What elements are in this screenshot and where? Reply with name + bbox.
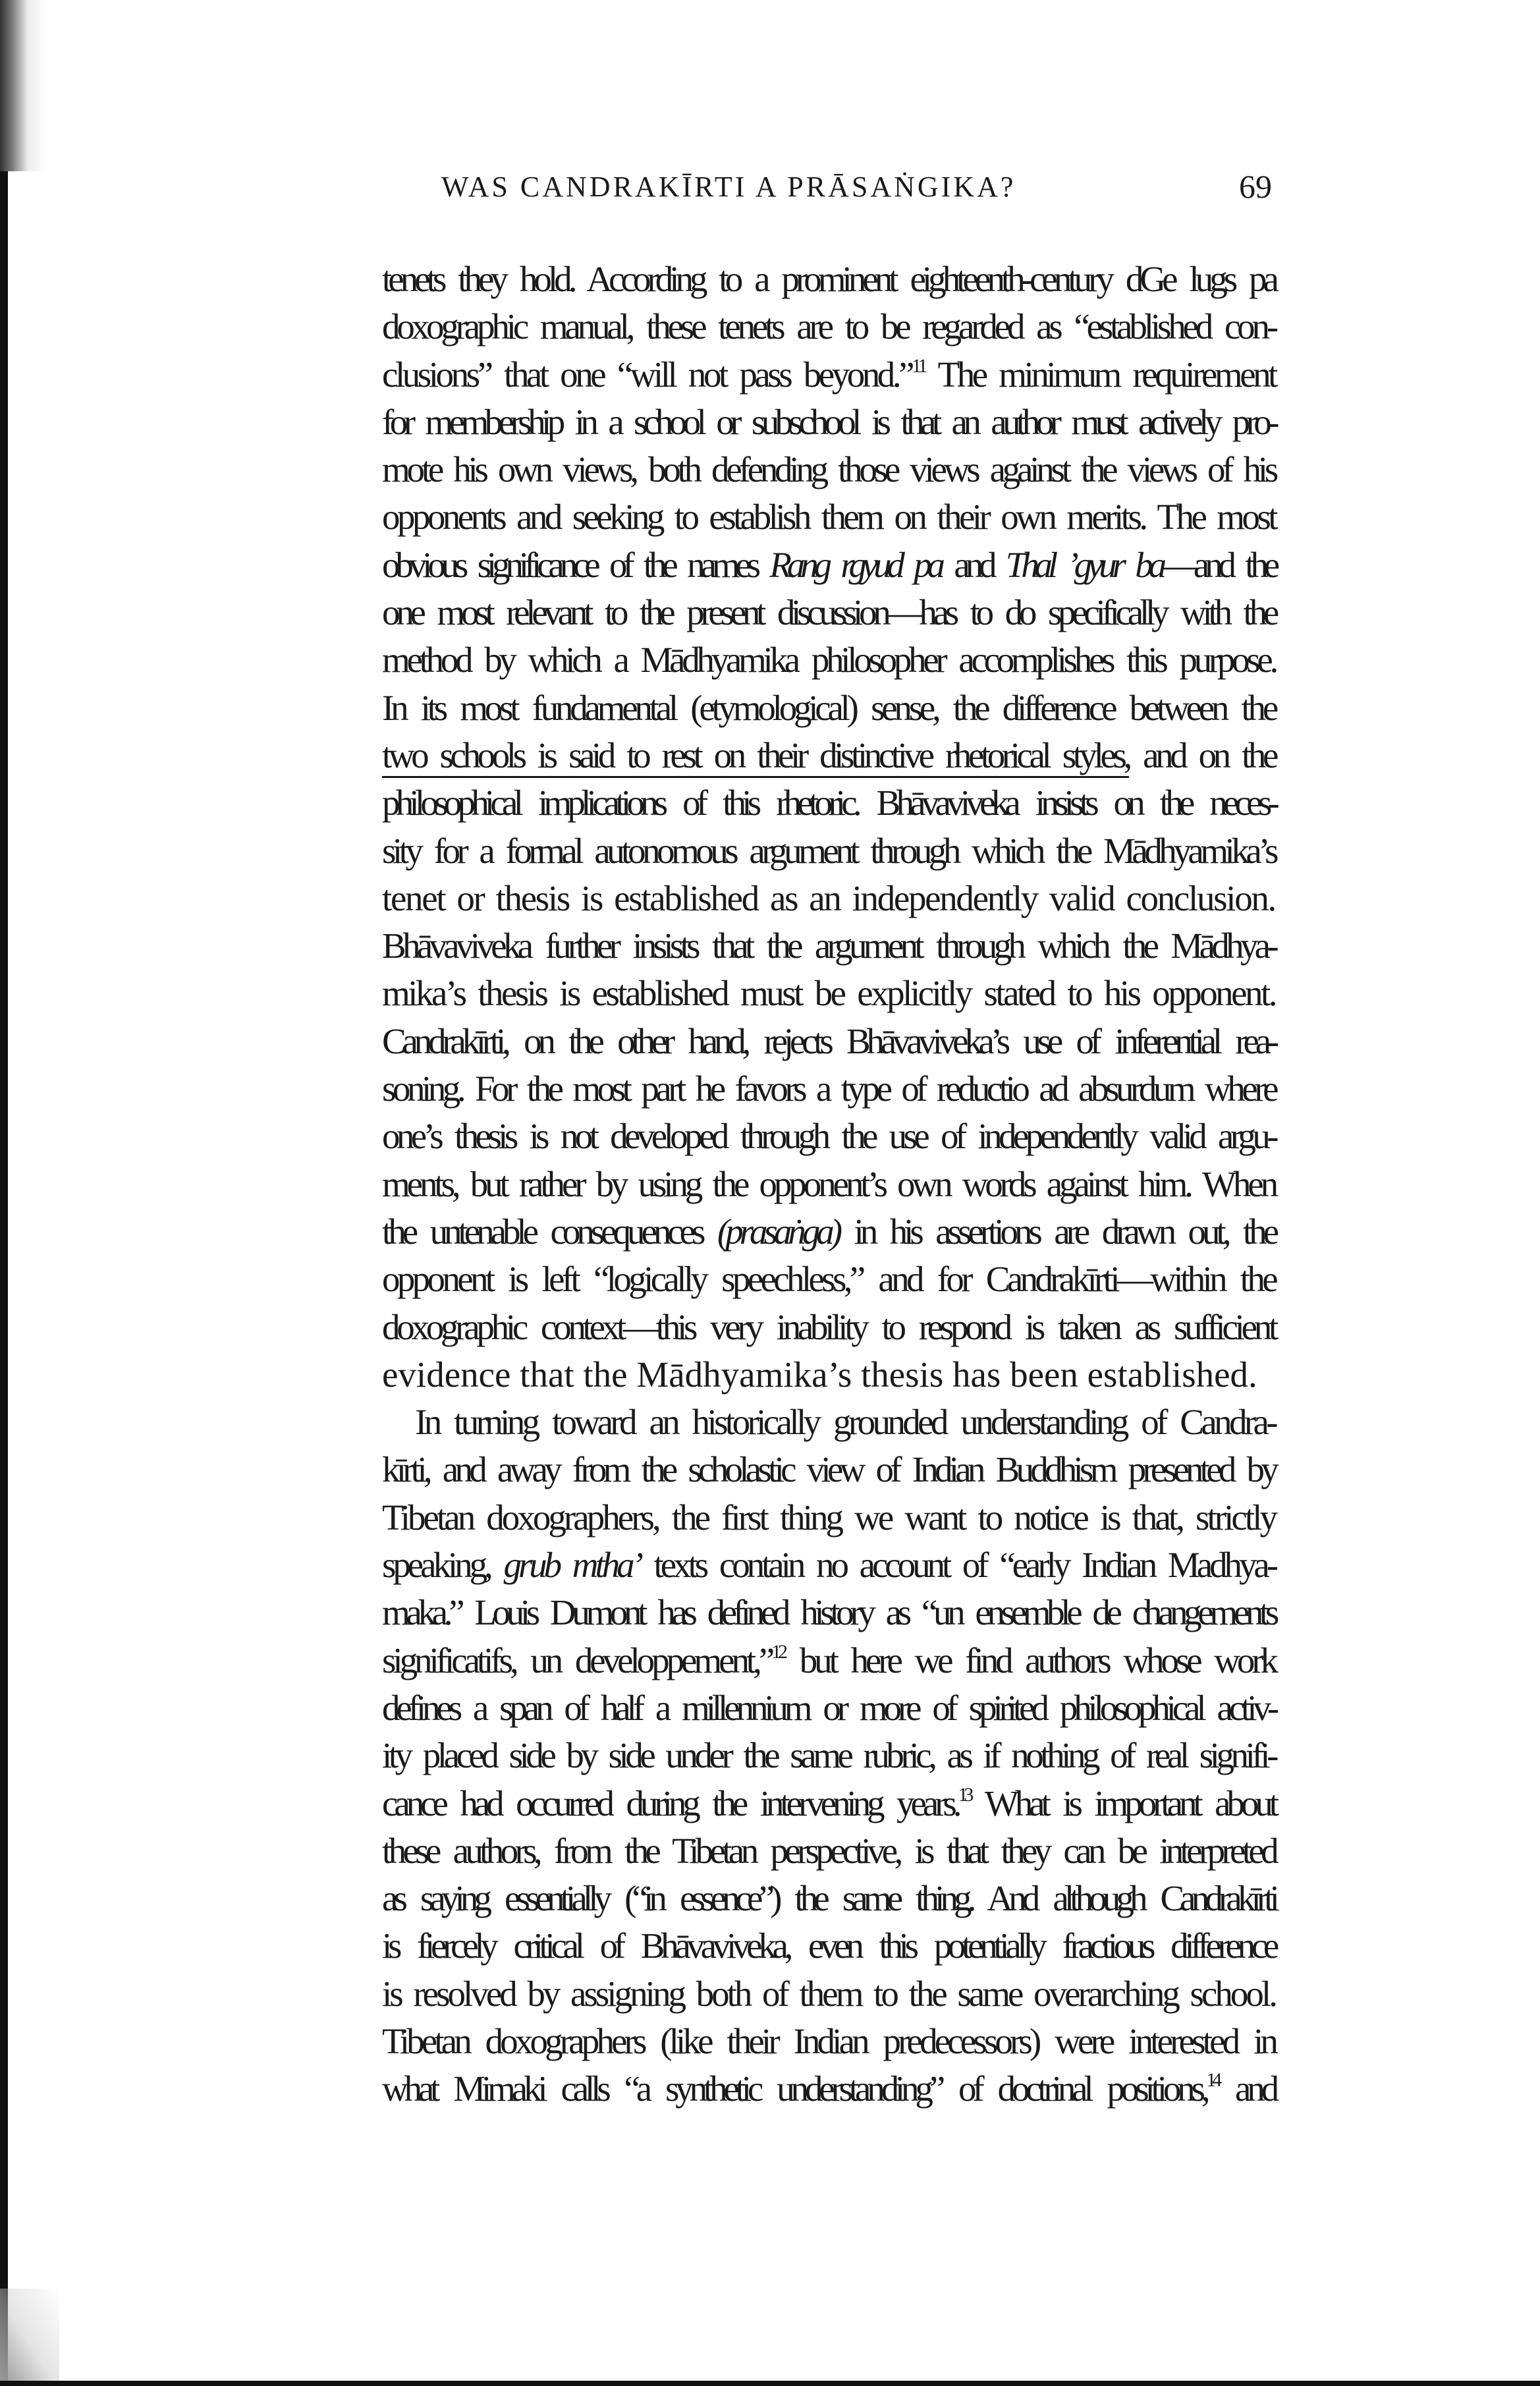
scan-edge-bottom [0,2381,1540,2386]
text-line: method by which a Mādhyamika philosopher accomplishes this purpose. [382,640,1275,680]
scan-edge-left [0,0,8,2386]
text-line: doxographic manual, these tenets are to be regarded as “established con- [382,306,1275,347]
text-line: Bhāvaviveka further insists that the argument through which the Mādhya- [382,926,1275,966]
text-line: is resolved by assigning both of them to the same overarching school. [382,1973,1275,2014]
text-line: defines a span of half a millennium or more of spirited philosophical activ- [382,1687,1275,1728]
running-head [379,170,1279,216]
text-line: tenet or thesis is established as an independently valid conclusion. [382,877,1275,918]
text-line: opponents and seeking to establish them on their own merits. The most [382,497,1275,538]
text-line: evidence that the Mādhyamika’s thesis has been established. [382,1354,1257,1395]
text-line: sity for a formal autonomous argument through which the Mādhyamika’s [382,830,1275,871]
text-line: the untenable consequences (prasaṅga) in his assertions are drawn out, the [382,1211,1275,1252]
text-line: for membership in a school or subschool is that an author must actively pro- [382,401,1275,442]
text-line: Tibetan doxographers (like their Indian predecessors) were interested in [382,2020,1275,2061]
footnote-ref-14: 14 [1206,2069,1219,2092]
text-line: is fiercely critical of Bhāvaviveka, even this potentially fractious difference [382,1926,1275,1966]
text-line: clusions” that one “will not pass beyond.”$^{11}$ The minimum requirement [382,354,1276,395]
text-line: cance had occurred during the intervening years.$^{13}$ What is important about [382,1783,1276,1823]
page-number: 69 [1239,168,1272,205]
handwritten-underline: two schools is said to rest on their distinctive rhetorical styles, [382,735,1129,778]
paragraph-1 [382,256,1275,1399]
text-line: maka.” Louis Dumont has defined history as “un ensemble de changements [382,1592,1275,1633]
footnote-ref-11: 11 [912,354,925,377]
text-line: In turning toward an historically grounded understanding of Candra- [415,1402,1275,1443]
text-line: tenets they hold. According to a prominent eighteenth-century dGe lugs pa [382,259,1275,299]
text-line: Tibetan doxographers, the first thing we want to notice is that, strictly [382,1497,1275,1538]
text-line: ments, but rather by using the opponent’s own words against him. When [382,1163,1275,1204]
text-line: significatifs, un developpement,”$^{12}$ but here we find authors whose work [382,1640,1275,1680]
text-line: speaking, grub mtha’ texts contain no account of “early Indian Madhya- [382,1545,1275,1586]
text-line: these authors, from the Tibetan perspective, is that they can be interpreted [382,1830,1275,1871]
text-line: In its most fundamental (etymological) sense, the difference between the [382,687,1275,728]
text-line: as saying essentially (“in essence”) the same thing. And although Candrakīrti [382,1878,1275,1919]
scan-corner-shadow-top [0,0,46,171]
footnote-ref-13: 13 [958,1783,970,1806]
running-title: WAS CANDRAKĪRTI A PRĀSAṄGIKA? [441,171,1016,203]
text-line: kīrti, and away from the scholastic view of Indian Buddhism presented by [382,1449,1275,1490]
text-line: doxographic context—this very inability to respond is taken as sufficient [382,1306,1275,1347]
text-line: ity placed side by side under the same rubric, as if nothing of real signifi- [382,1735,1275,1776]
text-line: mote his own views, both defending those views against the views of his [382,449,1275,490]
text-line: two schools is said to rest on their distinctive rhetorical styles, and on the [382,732,1275,779]
text-line: obvious significance of the names Rang rgyud pa and Thal ’gyur ba—and the [382,544,1276,585]
body-text [382,256,1275,2113]
text-line: one most relevant to the present discussion—has to do specifically with the [382,592,1275,633]
term-rang-rgyud-pa: Rang rgyud pa [769,544,941,585]
text-line: what Mimaki calls “a synthetic understanding” of doctrinal positions,$^{14}$ and [382,2068,1275,2109]
text-line: Candrakīrti, on the other hand, rejects Bhāvaviveka’s use of inferential rea- [382,1020,1275,1061]
text-line: opponent is left “logically speechless,” and for Candrakīrti—within the [382,1259,1275,1300]
term-thal-gyur-ba: Thal ’gyur ba [1005,544,1162,585]
term-prasanga: (prasaṅga) [717,1211,839,1252]
text-line: soning. For the most part he favors a type of reductio ad absurdum where [382,1068,1275,1109]
footnote-ref-12: 12 [771,1640,785,1663]
term-grub-mtha: grub mtha’ [503,1545,640,1586]
text-line: mika’s thesis is established must be explicitly stated to his opponent. [382,973,1275,1014]
paragraph-2 [382,1399,1275,2113]
text-line: philosophical implications of this rhetoric. Bhāvaviveka insists on the neces- [382,783,1275,823]
text-line: one’s thesis is not developed through the use of independently valid argu- [382,1116,1275,1157]
scan-corner-shadow-bottom [0,2289,59,2381]
